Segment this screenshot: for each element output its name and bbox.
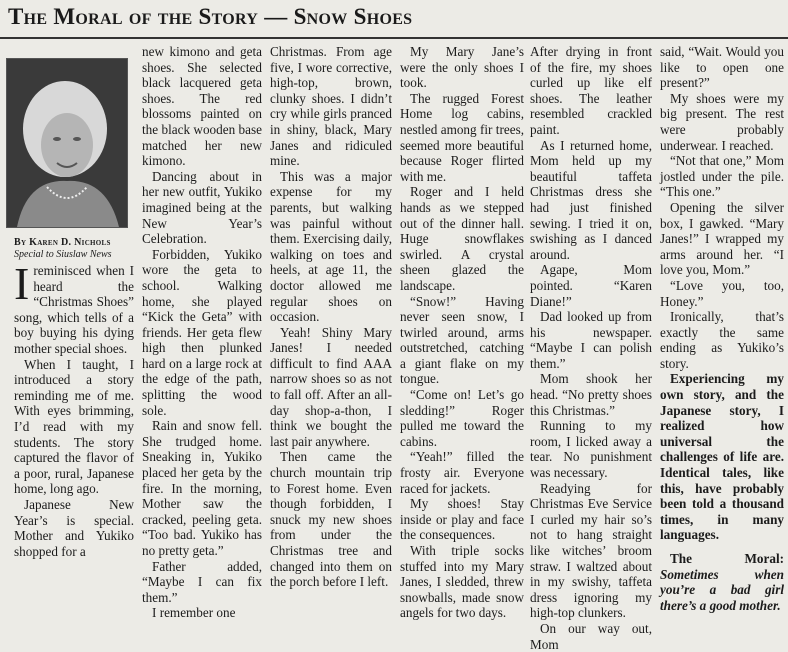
paragraph: Running to my room, I licked away a tear. No punishment was necessary. — [530, 418, 652, 481]
paragraph: Forbidden, Yukiko wore the geta to school. Walking home, she played “Kick the Geta” with friends. Her geta flew high then plunked hard on a large rock at the edge of the path, splitting the wood sole. — [142, 246, 262, 418]
paragraph: “Come on! Let’s go sledding!” Roger pulled me toward the cabins. — [400, 387, 524, 449]
paragraph: My Mary Jane’s were the only shoes I took. — [400, 44, 524, 91]
byline-author: By Karen D. Nichols — [14, 237, 111, 248]
headline — [8, 4, 788, 34]
headline-title: Snow Shoes — [293, 4, 413, 29]
paragraph: The rugged Forest Home log cabins, nestled among fir trees, seemed more beautiful because Roger flirted with me. — [400, 90, 524, 184]
paragraph: Yeah! Shiny Mary Janes! I needed difficult to find AAA narrow shoes so as not to fall off. After an all-day shop-a-thon, I think we bought the last pair anywhere. — [270, 324, 392, 449]
paragraph: As I returned home, Mom held up my beautiful taffeta Christmas dress she had just finished sewing. I tried it on, swishing as I danced around. — [530, 137, 652, 262]
paragraph: With triple socks stuffed into my Mary Janes, I sledded, threw snowballs, made snow angels for two days. — [400, 543, 524, 621]
paragraph: Rain and snow fell. She trudged home. Sneaking in, Yukiko placed her geta by the fire. In the morning, Mother saw the cracked, peeling geta. “Too bad. Yukiko has no pretty geta.” — [142, 418, 262, 558]
paragraph: This was a major expense for my parents, but walking was painful without them. Exercising daily, walking on toes and heels, at age 11, the doctor allowed me regular shoes on occasion. — [270, 168, 392, 325]
paragraph: “Snow!” Having never seen snow, I twirled around, arms outstretched, catching a giant flake on my tongue. — [400, 293, 524, 387]
paragraph: “Yeah!” filled the frosty air. Everyone raced for jackets. — [400, 449, 524, 496]
paragraph: Roger and I held hands as we stepped out of the dinner hall. Huge snowflakes swirled. A crystal sheen glazed the landscape. — [400, 184, 524, 293]
paragraph: new kimono and geta shoes. She selected black lacquered geta shoes. The red blossoms painted on the black wooden base matched her new kimono. — [142, 44, 262, 169]
paragraph: Opening the silver box, I gawked. “Mary Janes!” I wrapped my arms around her. “I love you, Mom.” — [660, 199, 784, 278]
paragraph: Dad looked up from his newspaper. “Maybe I can polish them.” — [530, 309, 652, 371]
paragraph: My shoes! Stay inside or play and face the consequences. — [400, 496, 524, 543]
paragraph: Japanese New Year’s is special. Mother and Yukiko shopped for a — [14, 496, 134, 559]
column-2 — [142, 44, 262, 621]
column-5 — [530, 44, 652, 652]
paragraph: Readying for Christmas Eve Service I curled my hair so’s not to hang straight like witches’ broom straw. I waltzed about in my swishy, taffeta dress ignoring my high-top clunkers. — [530, 480, 652, 621]
byline-affiliation: Special to Siuslaw News — [14, 249, 112, 260]
dropcap: I — [14, 258, 30, 309]
paragraph: On our way out, Mom — [530, 620, 652, 652]
headline-rule — [0, 37, 788, 39]
byline — [14, 237, 134, 261]
column-3 — [270, 44, 392, 590]
paragraph: Agape, Mom pointed. “Karen Diane!” — [530, 262, 652, 309]
paragraph: said, “Wait. Would you like to open one present?” — [660, 44, 784, 91]
column-4 — [400, 44, 524, 621]
headline-prefix: The Moral of the Story — — [8, 4, 294, 29]
author-photo — [6, 58, 128, 228]
paragraph: “Not that one,” Mom jostled under the pile. “This one.” — [660, 153, 784, 200]
paragraph: Christmas. From age five, I wore corrective, high-top, brown, clunky shoes. I didn’t cry while girls pranced in shiny, black, Mary Janes and ridiculed mine. — [270, 44, 392, 169]
paragraph: Then came the church mountain trip to Forest home. Even though forbidden, I snuck my new shoes from under the Christmas tree and changed into them on the porch before I left. — [270, 449, 392, 590]
moral-label: The Moral: — [670, 551, 784, 566]
paragraph: Dancing about in her new outfit, Yukiko imagined being at the New Year’s Celebration. — [142, 168, 262, 247]
paragraph: My shoes were my big present. The rest were probably underwear. I reached. — [660, 90, 784, 153]
column-6 — [660, 44, 784, 613]
author-portrait-icon — [7, 59, 127, 227]
column-1 — [14, 258, 134, 559]
paragraph: Mom shook her head. “No pretty shoes this Christmas.” — [530, 371, 652, 418]
paragraph: Ironically, that’s exactly the same ending as Yukiko’s story. — [660, 309, 784, 371]
moral — [660, 551, 784, 613]
paragraph: Experiencing my own story, and the Japanese story, I realized how universal the challenges of life are. Identical tales, like this, have probably been told a thousand times, in many languages. — [660, 371, 784, 543]
paragraph: “Love you, too, Honey.” — [660, 277, 784, 309]
paragraph: When I taught, I introduced a story reminding me of me. With eyes brimming, I’d read with my students. The story captured the flavor of a poor, rural, Japanese home, long ago. — [14, 356, 134, 497]
paragraph: Father added, “Maybe I can fix them.” — [142, 558, 262, 605]
paragraph: I remember one — [152, 605, 236, 621]
paragraph: Ireminisced when I heard the “Christmas Shoes” song, which tells of a boy buying his dying mother special shoes. — [14, 258, 134, 356]
moral-text: Sometimes when you’re a bad girl there’s a good mother. — [660, 566, 784, 613]
paragraph: After drying in front of the fire, my shoes curled up like elf shoes. The leather resembled crackled paint. — [530, 44, 652, 137]
